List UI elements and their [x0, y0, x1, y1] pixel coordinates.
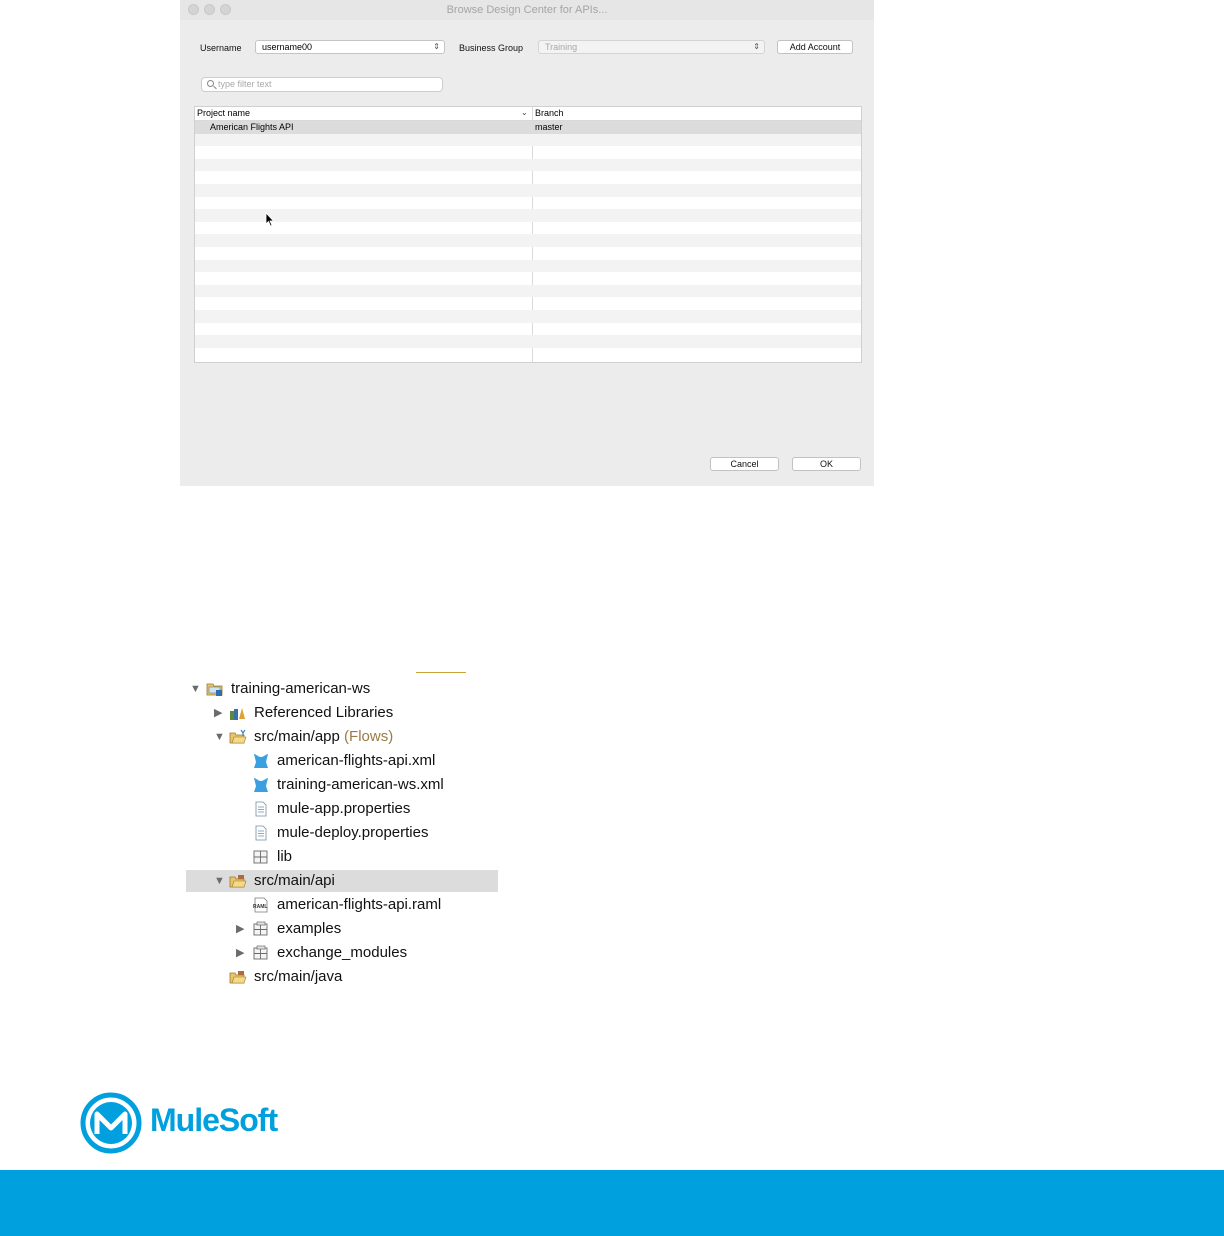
properties-file-icon: [252, 801, 270, 817]
tree-item-label: training-american-ws: [231, 680, 371, 697]
business-group-value: Training: [545, 42, 578, 52]
svg-text:RAML: RAML: [253, 904, 268, 910]
tree-item-label: src/main/app (Flows): [254, 728, 394, 745]
mouse-pointer-icon: [265, 212, 275, 228]
table-row: [195, 171, 861, 184]
source-folder-icon: [229, 969, 247, 984]
tree-item-src-main-java[interactable]: [186, 966, 498, 984]
tree-item-american-flights-api-raml[interactable]: [186, 894, 498, 916]
tree-item-label: mule-deploy.properties: [277, 824, 429, 841]
tree-item-lib[interactable]: [186, 846, 498, 868]
tree-item-american-flights-api-xml[interactable]: [186, 750, 498, 772]
tree-item-examples[interactable]: [186, 918, 498, 940]
mulesoft-m-icon: [80, 1092, 142, 1154]
tree-item-label: src/main/java: [254, 968, 343, 984]
tree-item-label: lib: [277, 848, 293, 865]
business-group-label: Business Group: [459, 43, 524, 53]
table-row: [195, 285, 861, 298]
browse-design-center-dialog: [180, 0, 874, 486]
cancel-button[interactable]: Cancel: [710, 457, 779, 471]
footer-bar: [0, 1170, 1224, 1236]
tree-item-project[interactable]: [186, 678, 498, 700]
project-name-cell: American Flights API: [210, 122, 294, 132]
column-header-branch[interactable]: Branch: [535, 108, 564, 118]
tree-item-label: american-flights-api.xml: [277, 752, 436, 769]
tree-item-src-main-app[interactable]: [186, 726, 498, 748]
business-group-select[interactable]: [538, 40, 765, 54]
package-icon: [252, 945, 270, 961]
table-header: [195, 107, 861, 121]
table-row: [195, 247, 861, 260]
tree-item-mule-app-properties[interactable]: [186, 798, 498, 820]
tree-item-label: mule-app.properties: [277, 800, 411, 817]
collapsed-triangle-icon[interactable]: ▶: [214, 707, 223, 719]
tree-item-exchange-modules[interactable]: [186, 942, 498, 964]
table-row: [195, 209, 861, 222]
brand-name: MuleSoft: [150, 1102, 278, 1138]
dialog-title: Browse Design Center for APIs...: [446, 4, 608, 16]
title-bar: [180, 0, 874, 20]
table-row: [195, 197, 861, 210]
table-row[interactable]: [195, 121, 861, 134]
table-row: [195, 335, 861, 348]
expanded-triangle-icon[interactable]: ▼: [214, 731, 225, 743]
mulesoft-logo: [80, 1092, 290, 1154]
table-row: [195, 348, 861, 361]
table-row: [195, 260, 861, 273]
source-folder-icon: [229, 729, 247, 745]
filter-placeholder: type filter text: [218, 79, 272, 89]
tree-item-src-main-api[interactable]: [186, 870, 498, 892]
properties-file-icon: [252, 825, 270, 841]
ok-button[interactable]: OK: [792, 457, 861, 471]
flows-decoration: (Flows): [344, 728, 394, 745]
username-value: username00: [262, 42, 313, 52]
tree-item-training-american-ws-xml[interactable]: [186, 774, 498, 796]
add-account-button[interactable]: Add Account: [777, 40, 853, 54]
table-row: [195, 159, 861, 172]
table-row: [195, 184, 861, 197]
libraries-icon: [229, 705, 247, 721]
package-folder-icon: [252, 849, 270, 865]
project-folder-icon: [206, 681, 224, 697]
table-row: [195, 146, 861, 159]
mule-config-icon: [252, 777, 270, 793]
package-explorer-tree: [186, 672, 498, 984]
username-label: Username: [200, 43, 242, 53]
sort-descending-icon[interactable]: ⌄: [521, 108, 528, 117]
table-row: [195, 310, 861, 323]
table-row: [195, 272, 861, 285]
branch-cell: master: [535, 122, 563, 132]
table-row: [195, 134, 861, 147]
collapsed-triangle-icon[interactable]: ▶: [236, 947, 245, 959]
search-icon: [207, 80, 214, 87]
table-body: [195, 121, 861, 360]
filter-input[interactable]: [201, 77, 443, 92]
table-row: [195, 222, 861, 235]
projects-table: [194, 106, 862, 363]
clipped-row-edge: [416, 672, 466, 673]
updown-arrows-icon: ⇕: [433, 42, 440, 51]
updown-arrows-icon: ⇕: [753, 42, 760, 51]
expanded-triangle-icon[interactable]: ▼: [214, 875, 225, 887]
tree-item-label: src/main/api: [254, 872, 335, 889]
tree-item-label: Referenced Libraries: [254, 704, 394, 721]
username-select[interactable]: [255, 40, 445, 54]
mule-config-icon: [252, 753, 270, 769]
package-icon: [252, 921, 270, 937]
table-row: [195, 297, 861, 310]
source-folder-open-icon: [229, 873, 247, 889]
tree-item-mule-deploy-properties[interactable]: [186, 822, 498, 844]
tree-item-label: examples: [277, 920, 342, 937]
table-row: [195, 234, 861, 247]
tree-item-label: american-flights-api.raml: [277, 896, 442, 913]
table-row: [195, 323, 861, 336]
tree-item-label: training-american-ws.xml: [277, 776, 444, 793]
tree-item-referenced-libraries[interactable]: [186, 702, 498, 724]
column-header-project-name[interactable]: Project name: [197, 108, 251, 118]
raml-file-icon: [252, 897, 270, 913]
tree-item-label: exchange_modules: [277, 944, 408, 961]
expanded-triangle-icon[interactable]: ▼: [190, 683, 201, 695]
collapsed-triangle-icon[interactable]: ▶: [236, 923, 245, 935]
